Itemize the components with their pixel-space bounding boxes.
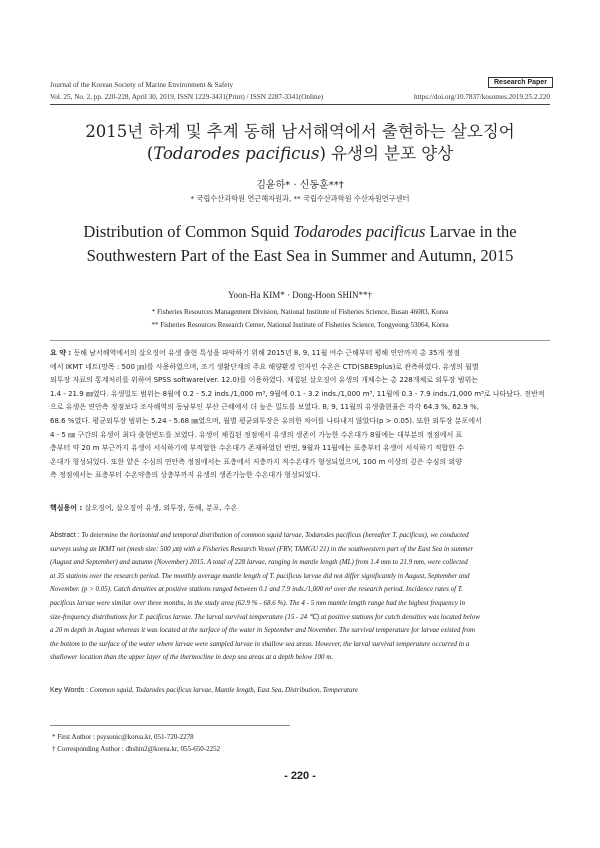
title-divider bbox=[50, 340, 550, 341]
english-title-line2: Southwestern Part of the East Sea in Summer and Autumn, 2015 bbox=[86, 246, 514, 265]
english-authors: Yoon-Ha KIM* · Dong-Hoon SHIN**† bbox=[227, 290, 373, 300]
korean-title-line2: (Todarodes pacificus) 유생의 분포 양상 bbox=[146, 144, 454, 163]
korean-keywords-label: 핵심용어 : bbox=[50, 504, 83, 512]
korean-affiliations: * 국립수산과학원 연근해자원과, ** 국립수산과학원 수산자원연구센터 bbox=[190, 194, 410, 203]
header-divider bbox=[50, 104, 550, 105]
english-affiliation-1: * Fisheries Resources Management Division, National Institute of Fisheries Science, Busan 46083, Korea bbox=[151, 308, 449, 316]
english-title-line1: Distribution of Common Squid Todarodes pacificus Larvae in the bbox=[83, 222, 517, 241]
korean-keywords bbox=[50, 502, 550, 516]
first-author-footnote: * First Author : psysonic@korea.kr, 051-720-2278 bbox=[52, 733, 194, 741]
english-abstract-label: Abstract : bbox=[50, 532, 80, 539]
footnote-divider bbox=[50, 725, 290, 726]
korean-title-line1: 2015년 하계 및 추계 동해 남서해역에서 출현하는 살오징어 bbox=[85, 122, 515, 141]
doi-link[interactable]: https://doi.org/10.7837/kosomes.2019.25.2.220 bbox=[413, 93, 550, 101]
research-paper-badge: Research Paper bbox=[488, 77, 553, 88]
english-keywords-text: Common squid, Todarodes pacificus larvae, Mantle length, East Sea, Distribution, Temperature bbox=[89, 686, 359, 694]
english-keywords-label: Key Words : bbox=[50, 687, 88, 694]
english-keywords bbox=[50, 684, 550, 698]
journal-name: Journal of the Korean Society of Marine Environment & Safety bbox=[50, 81, 234, 89]
page-number: - 220 - bbox=[284, 770, 316, 782]
korean-keywords-text: 살오징어, 살오징어 유생, 외투장, 동해, 분포, 수온 bbox=[84, 504, 238, 512]
korean-abstract: 요 약 : 동해 남서해역에서의 살오징어 유생 출현 특성을 파악하기 위해 2015년 8, 9, 11월 여수 근해부터 평해 연안까지 총 35개 정점 에서 IKMT 네트(망목 : 500 ㎛)를 사용하였으며, 조기 생활단계의 주요 해양환경 인자인 수온은 CTD(SBE9plus)로 관측하였다. 유생의 월별 외투장 자료의 통계처리를 위하여 SPSS software(ver. 12.0)를 이용하였다. 채집된 살오징어 유생의 개체수는 총 228개체로 외투장 범위는 1.4 - 21.9 ㎜였다. 유생밀도 범위는 8월에 0.2 - 5.2 inds./1,000 m³, 9월에 0.1 - 3.2 inds./1,000 m³, 11월에 0.3 - 7.9 inds./1,000 m³로 나타났다. 전반적 으로 유생은 연안측 정점보다 조사해역의 동남부인 부산 근해에서 더 높은 밀도를 보였다. 8, 9, 11월의 유생출현율은 각각 64.3 %, 62.9 %, 68.6 %였다. 평균외투장 범위는 5.24 - 5.68 ㎜였으며, 월별 평균외투장은 유의한 차이를 나타내지 않았다(p > 0.05). 또한 외투장 분포에서 4 - 5 ㎜ 구간의 유생이 최다 출현빈도를 보였다. 유생이 채집된 정점에서 유생의 생존이 가능한 수온대가 8월에는 대부분의 정점에서 표 층부터 약 20 m 부근까지 유생이 서식하기에 부적합한 수온대가 존재하였던 반면, 9월과 11월에는 표층부터 유생이 서식하기 적합한 수 온대가 형성되었다. 또한 얕은 수심의 연안측 정점에서는 표층에서 저층까지 적수온대가 형성되었으며, 100 m 이상의 깊은 수심의 외양 측 정점에서는 표층부터 수온약층의 상층부까지 유생의 생존가능한 수온대가 형성되었다. bbox=[50, 349, 545, 480]
korean-authors: 김윤하* · 신동훈**† bbox=[256, 180, 344, 191]
korean-abstract-label: 요 약 : bbox=[50, 349, 72, 357]
english-abstract: Abstract : To determine the horizontal and temporal distribution of common squid larvae, Todarodes pacificus (hereafter T. pacificus), we conducted surveys using an IKMT net (mesh size: 500 ㎛) with a Fisheries Research Vessel (FRV, TAMGU 21) in the southwestern part of the East Sea in summer (August and September) and autumn (November) 2015. A total of 228 larvae, ranging in mantle length (ML) from 1.4 mm to 21.9 mm, were collected at 35 stations over the research period. The monthly average mantle length of T. pacificus larvae did not differ significantly in August, September and November. (p > 0.05). Catch densities at positive stations ranged between 0.1 and 7.9 inds./1,000 m³ over the research period. Incidence rates of T. pacificus larvae were similar over three months, in the study area (62.9 % - 68.6 %). The 4 - 5 mm mantle length range had the highest frequency in size-frequency distributions for T. pacificus larvae. The larval survival temperature (15 - 24 ℃) at positive stations for catch densities was located below a 20 m depth in August whereas it was located at the surface of the water in September and November. The survival temperature for larvae existed from the bottom to the surface of the water where larvae were sampled larvae in shallow sea areas. However, the larval survival temperature occurred in a shallower location than the upper layer of the thermocline in deep sea areas at a depth below 100 m. bbox=[50, 531, 480, 662]
corresponding-author-footnote: † Corresponding Author : dhshin2@korea.kr, 055-650-2252 bbox=[52, 745, 221, 753]
english-affiliation-2: ** Fisheries Resources Research Center, National Institute of Fisheries Science, Tongyeong 53064, Korea bbox=[151, 321, 449, 329]
volume-info: Vol. 25, No. 2, pp. 220-228, April 30, 2019, ISSN 1229-3431(Print) / ISSN 2287-3341(Online) bbox=[50, 93, 324, 101]
